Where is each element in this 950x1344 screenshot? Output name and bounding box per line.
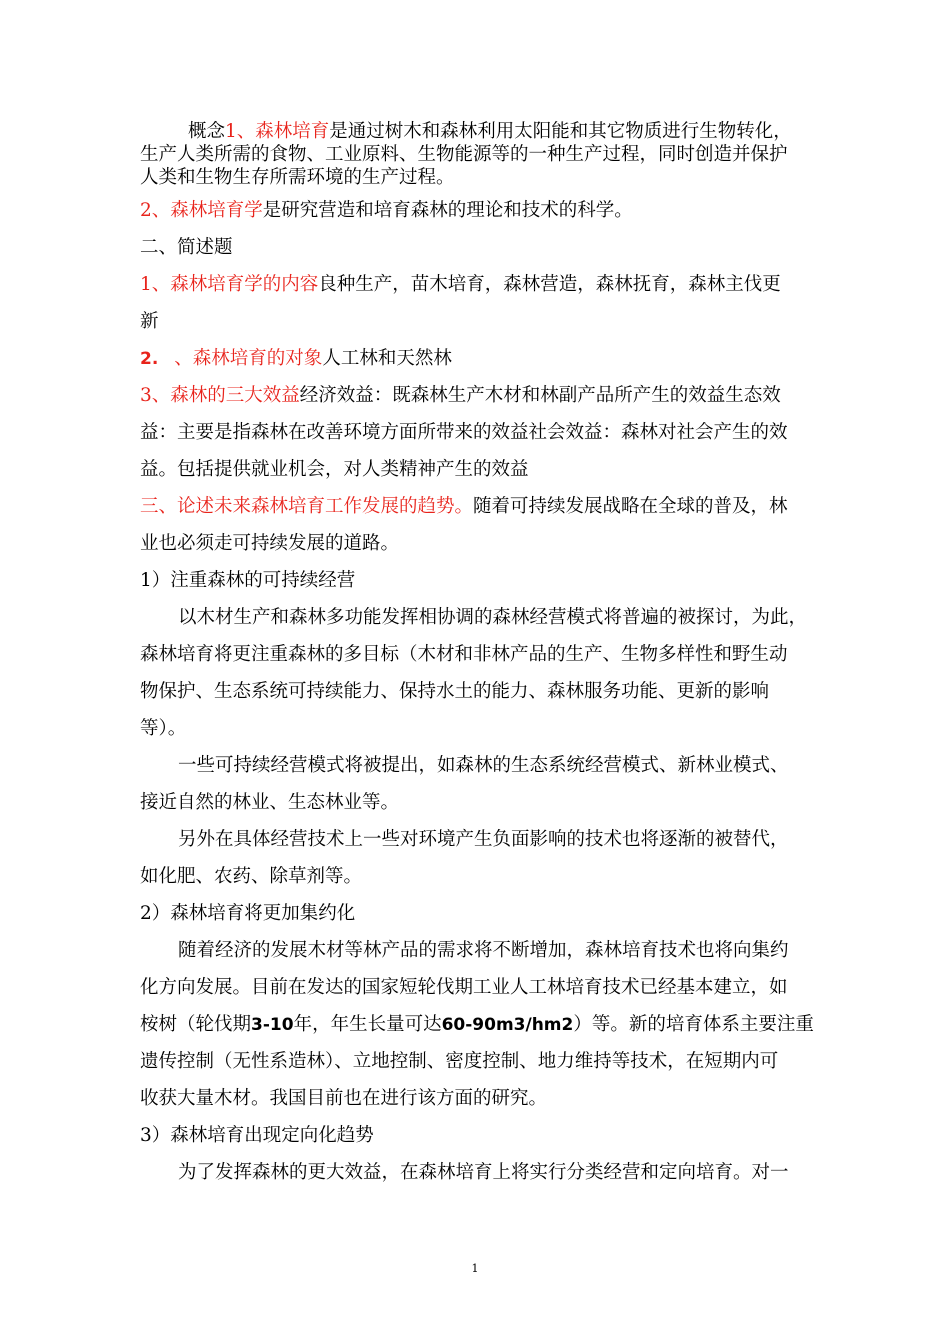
growth-rate-value: 60-90m3/hm2 xyxy=(441,1015,574,1035)
s1-para-3-line-1: 另外在具体经营技术上一些对环境产生负面影响的技术也将逐渐的被替代， xyxy=(178,829,789,850)
s2-line-3 xyxy=(140,1013,814,1037)
s1-para-2-line-2: 接近自然的林业、生态林业等。 xyxy=(140,792,400,813)
subsection-2-title: 2）森林培育将更加集约化 xyxy=(140,903,356,924)
section-heading-2: 二、简述题 xyxy=(140,237,233,258)
term-forest-cultivation-science: 2、森林培育学 xyxy=(140,200,263,221)
text-run: ）等。新的培育体系主要注重 xyxy=(573,1014,814,1035)
s3-line-1: 为了发挥森林的更大效益，在森林培育上将实行分类经营和定向培育。对一 xyxy=(178,1162,789,1183)
s1-para-1-line-2: 森林培育将更注重森林的多目标（木材和非林产品的生产、生物多样性和野生动 xyxy=(140,644,788,665)
term-forest-cultivation: 1、森林培育 xyxy=(225,121,330,142)
page-number: 1 xyxy=(471,1262,479,1275)
text-run: 是通过树木和森林利用太阳能和其它物质进行生物转化， xyxy=(329,121,792,142)
text-run: 随着可持续发展战略在全球的普及，林 xyxy=(473,496,788,517)
q3-term: 3、森林的三大效益 xyxy=(140,385,300,406)
s2-line-5: 收获大量木材。我国目前也在进行该方面的研究。 xyxy=(140,1088,548,1109)
q3-line-1 xyxy=(140,384,781,408)
subsection-1-title: 1）注重森林的可持续经营 xyxy=(140,570,356,591)
heading-3-title: 论述未来森林培育工作发展的趋势。 xyxy=(177,496,474,517)
heading-3-line-2: 业也必须走可持续发展的道路。 xyxy=(140,533,400,554)
q3-line-2: 益：主要是指森林在改善环境方面所带来的效益社会效益：森林对社会产生的效 xyxy=(140,422,788,443)
text-run: 桉树（轮伐期 xyxy=(140,1014,252,1035)
s2-line-4: 遗传控制（无性系造林）、立地控制、密度控制、地力维持等技术，在短期内可 xyxy=(140,1051,779,1072)
para-concept-line-3: 人类和生物生存所需环境的生产过程。 xyxy=(140,167,455,188)
section-heading-3 xyxy=(140,495,788,519)
s2-line-1: 随着经济的发展木材等林产品的需求将不断增加，森林培育技术也将向集约 xyxy=(178,940,789,961)
q1-line-1 xyxy=(140,273,781,297)
q2-line xyxy=(140,347,452,371)
text-run: 良种生产，苗木培育，森林营造，森林抚育，森林主伐更 xyxy=(318,274,781,295)
text-run: 是研究营造和培育森林的理论和技术的科学。 xyxy=(262,200,633,221)
subsection-3-title: 3）森林培育出现定向化趋势 xyxy=(140,1125,374,1146)
s1-para-1-line-4: 等）。 xyxy=(140,718,187,739)
q1-line-2: 新 xyxy=(140,311,159,332)
para-definition-2 xyxy=(140,199,633,223)
q2-number: 2. xyxy=(140,349,159,369)
s1-para-1-line-3: 物保护、生态系统可持续能力、保持水土的能力、森林服务功能、更新的影响 xyxy=(140,681,770,702)
heading-3-prefix: 三、 xyxy=(140,496,178,517)
para-concept-line-2: 生产人类所需的食物、工业原料、生物能源等的一种生产过程，同时创造并保护 xyxy=(140,144,788,165)
s1-para-3-line-2: 如化肥、农药、除草剂等。 xyxy=(140,866,363,887)
concept-label: 概念 xyxy=(188,121,226,142)
q1-term: 1、森林培育学的内容 xyxy=(140,274,319,295)
rotation-period-value: 3-10 xyxy=(251,1015,294,1035)
text-run: 经济效益：既森林生产木材和林副产品所产生的效益生态效 xyxy=(299,385,781,406)
s1-para-1-line-1: 以木材生产和森林多功能发挥相协调的森林经营模式将普遍的被探讨，为此， xyxy=(178,607,808,628)
text-run: 年，年生长量可达 xyxy=(293,1014,442,1035)
q3-line-3: 益。包括提供就业机会，对人类精神产生的效益 xyxy=(140,459,529,480)
para-concept-line-1 xyxy=(188,120,792,144)
text-run: 人工林和天然林 xyxy=(322,348,452,369)
s2-line-2: 化方向发展。目前在发达的国家短轮伐期工业人工林培育技术已经基本建立，如 xyxy=(140,977,788,998)
s1-para-2-line-1: 一些可持续经营模式将被提出，如森林的生态系统经营模式、新林业模式、 xyxy=(178,755,789,776)
q2-term: 、森林培育的对象 xyxy=(174,348,323,369)
